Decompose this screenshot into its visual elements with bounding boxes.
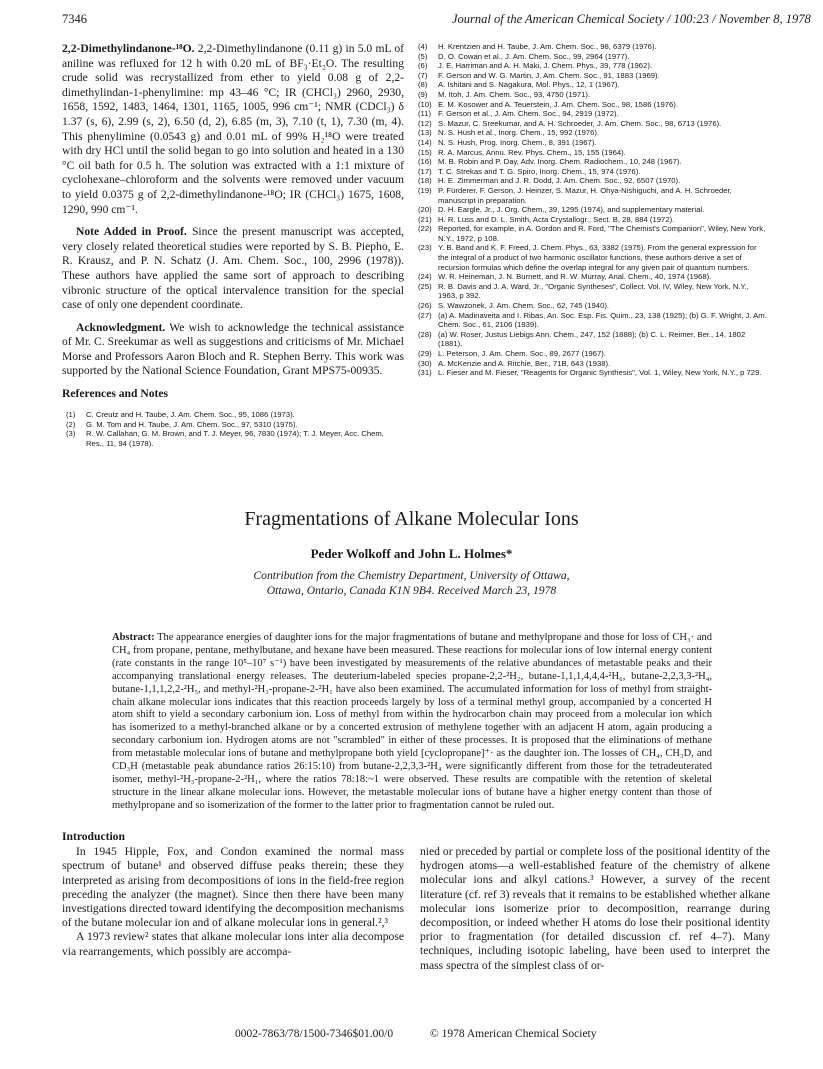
reference-number: (13) [418,128,432,138]
intro-paragraph-1: In 1945 Hipple, Fox, and Condon examined the normal mass spectrum of butane¹ and observed diffuse peaks therein; these they interpreted as arising from decompositions of ions in the field-free region preceding the analyzer (the magnet). Since then there have been many investigations directed toward identifying the decomposition mechanisms of the butane molecular ion and of alkane molecular ions in general.²,³ [62,845,404,930]
reference-item [418,301,768,311]
reference-text: M. B. Robin and P. Day, Adv. Inorg. Chem. Radiochem., 10, 248 (1967). [438,157,682,167]
reference-number: (9) [418,89,428,99]
reference-item [66,410,402,420]
reference-item [418,205,768,215]
reference-text: L. Fieser and M. Fieser, "Reagents for Organic Synthesis", Vol. 1, Wiley, New York, N.Y., p 729. [438,368,762,378]
abstract-label: Abstract: [112,632,155,643]
reference-number: (5) [418,51,428,61]
reference-text: P. Fürderer, F. Gerson, J. Heinzer, S. Mazur, H. Ohya-Nishiguchi, and A. H. Schroeder, manuscript in preparation. [438,185,732,205]
reference-item [418,61,768,71]
reference-text: (a) A. Madinaveita and I. Ribas, An. Soc. Esp. Fis. Quim., 23, 138 (1925); (b) G. F. Wright, J. Am. Chem. Soc., 61, 2106 (1939). [438,310,767,330]
affiliation-line-2: Ottawa, Ontario, Canada K1N 9B4. Received March 23, 1978 [266,584,557,597]
reference-number: (25) [418,281,432,291]
reference-text: Y. B. Band and K. F. Freed, J. Chem. Phys., 63, 3382 (1975). From the general expression for the integral of a product of two harmonic oscillator functions, these authors derive a set of recursion formulas which define the overlap integral for any given pair of quantum numbers. [438,243,757,272]
reference-text: R. W. Callahan, G. M. Brown, and T. J. Meyer, 96, 7830 (1974); T. J. Meyer, Acc. Chem. Res., 11, 94 (1978). [86,429,384,448]
left-column-text [62,42,404,406]
reference-item [418,224,768,243]
note-lead: Note Added in Proof. [76,225,187,239]
reference-text: R. A. Marcus, Annu. Rev. Phys. Chem., 15, 155 (1964). [438,147,626,157]
reference-item [418,100,768,110]
reference-number: (15) [418,147,432,157]
reference-number: (21) [418,214,432,224]
reference-item [418,138,768,148]
abstract-text: The appearance energies of daughter ions for the major fragmentations of butane and methylpropane and those for loss of CH₃· and CH₄ from propane, pentane, methylbutane, and hexane have been measured. These reactions for molecular ions of low internal energy content (rate constants in the range 10⁵–10⁷ s⁻¹) have been investigated by measurements of the relative abundances of metastable peaks and their accompanying translational energy releases. The deuterium-labeled species propane-2,2-²H₂, butane-1,1,1,4,4,4-²H₆, butane-2,2,3,3-²H₄, butane-1,1,1,2,2-²H₅, and methyl-²H₃-propane-2-²H₁ have also been examined. The accumulated information for loss of methyl from straight-chain alkane molecular ions indicates that this reaction proceeds largely by loss of a terminal methyl group, accompanied by a concerted H atom shift to yield a secondary carbonium ion. Loss of methyl from within the hydrocarbon chain may proceed from a molecular ion which has isomerized to a methyl-branched alkane or by a concerted extrusion of methylene together with an adjacent H atom, again producing a secondary carbonium ion. Hydrogen atoms are not "scrambled" in either of these processes. It is proposed that the eliminations of methane from metastable molecular ions of butane and methylpropane both yield [cyclopropane]⁺· as the daughter ion. The losses of CH₄, CH₃D, and CD₃H (metastable peak abundance ratios 26:15:10) from butane-2,2,3,3-²H₄ were significantly different from those for the tetradeuterated isomer, methyl-²H₃-propane-2-²H₁, where the ratios 78:18:~1 were observed. These results are compatible with the retention of skeletal structure in the linear alkane molecular ions. However, the metastable molecular ions of butane have a higher energy content than those of methylpropane and so isomerization of the former to the latter prior to fragmentation cannot be ruled out. [112,632,712,811]
reference-text: (a) W. Roser, Justus Liebigs Ann. Chem., 247, 152 (1888); (b) C. L. Reimer, Ber., 14, 1802 (1881). [438,329,746,349]
references-heading: References and Notes [62,387,169,401]
reference-number: (11) [418,109,432,119]
reference-item [418,42,768,52]
intro-paragraph-3: nied or preceded by partial or complete loss of the positional identity of the hydrogen atoms—a well-established feature of the chemistry of alkene molecular ions and alkyl cations.³ However, a survey of the recent literature (cf. ref 3) reveals that it remains to be established whether alkane molecular ions isomerize prior to decomposition, rearrange during decomposition, or indeed whether H atoms do lose their positional identity prior to fragmentation (for detailed discussion cf. ref 4–7). Many techniques, including isotopic labeling, have been used to interpret the mass spectra of the simplest class of or- [420,845,770,972]
reference-item [418,109,768,119]
reference-text: T. C. Strekas and T. G. Spiro, Inorg. Chem., 15, 974 (1976). [438,166,641,176]
reference-text: R. B. Davis and J. A. Ward, Jr., "Organic Syntheses", Collect. Vol. IV, Wiley, New York, N.Y., 1963, p 392. [438,281,749,301]
references-list-left [66,410,402,448]
article-title: Fragmentations of Alkane Molecular Ions [244,508,579,530]
reference-number: (4) [418,42,428,51]
reference-number: (29) [418,349,432,358]
reference-item [418,157,768,167]
reference-number: (16) [418,157,432,167]
reference-text: D. H. Eargle, Jr., J. Org. Chem., 39, 1295 (1974), and supplementary material. [438,205,705,215]
reference-text: A. McKenzie and A. Ritchie, Ber., 71B, 643 (1938). [438,358,611,368]
reference-text: E. M. Kosower and A. Teuerstein, J. Am. Chem. Soc., 98, 1586 (1976). [438,99,678,109]
reference-text: H. Krentzien and H. Taube, J. Am. Chem. Soc., 98, 6379 (1976). [438,42,657,51]
reference-item [418,186,768,205]
reference-text: S. Mazur, C. Sreekumar, and A. H. Schroeder, J. Am. Chem. Soc., 98, 6713 (1976). [438,118,722,128]
introduction-left-column [62,830,404,959]
reference-number: (3) [66,429,76,439]
reference-item [418,71,768,81]
reference-item [66,420,402,430]
reference-number: (6) [418,61,428,71]
reference-number: (14) [418,137,432,147]
ack-paragraph [62,321,404,379]
reference-item [418,119,768,129]
reference-number: (30) [418,358,432,368]
reference-text: H. R. Luss and D. L. Smith, Acta Crystallogr., Sect. B, 28, 884 (1972). [438,214,675,224]
page-number: 7346 [62,12,87,26]
reference-number: (28) [418,329,432,339]
reference-text: W. R. Heineman, J. N. Burnett, and R. W. Murray, Anal. Chem., 40, 1974 (1968). [438,272,712,282]
journal-header: Journal of the American Chemical Society / 100:23 / November 8, 1978 [452,12,811,26]
article-authors: Peder Wolkoff and John L. Holmes* [310,546,513,561]
affiliation-line-1: Contribution from the Chemistry Department, University of Ottawa, [253,569,570,582]
reference-item [418,368,768,378]
note-paragraph [62,225,404,313]
reference-item [418,52,768,62]
reference-item [418,90,768,100]
reference-number: (27) [418,310,432,320]
ack-lead: Acknowledgment. [76,320,166,334]
reference-text: Reported, for example, in A. Gordon and R. Ford, "The Chemist's Companion", Wiley, New York, N.Y., 1972, p 108. [438,224,766,243]
reference-number: (17) [418,166,432,176]
reference-number: (12) [418,118,432,128]
article-affiliation [0,568,823,598]
reference-text: C. Creutz and H. Taube, J. Am. Chem. Soc., 95, 1086 (1973). [86,410,295,419]
introduction-right-column [420,845,770,973]
reference-text: F. Gerson et al., J. Am. Chem. Soc., 94, 2919 (1972). [438,109,619,119]
synthesis-paragraph [62,42,404,217]
reference-item [418,330,768,349]
reference-text: L. Peterson, J. Am. Chem. Soc., 89, 2677 (1967). [438,349,606,358]
reference-item [418,282,768,301]
reference-text: M. Itoh, J. Am. Chem. Soc., 93, 4750 (1971). [438,89,591,99]
reference-item [418,215,768,225]
reference-number: (24) [418,272,432,282]
reference-item [418,128,768,138]
reference-item [418,80,768,90]
reference-item [418,359,768,369]
reference-number: (10) [418,99,432,109]
reference-text: A. Ishitani and S. Nagakura, Mol. Phys., 12, 1 (1967). [438,80,620,90]
references-list-right [418,42,768,378]
reference-number: (2) [66,419,76,429]
reference-text: N. S. Hush, Prog. Inorg. Chem., 8, 391 (1967). [438,137,597,147]
reference-item [418,243,768,272]
reference-number: (22) [418,224,432,234]
reference-number: (1) [66,410,76,419]
reference-number: (31) [418,368,432,378]
reference-text: N. S. Hush et al., Inorg. Chem., 15, 992 (1976). [438,128,600,138]
ack-text: We wish to acknowledge the technical assistance of Mr. C. Sreekumar as well as suggestions and criticisms of Mr. Michael Morse and Professors Aaron Bloch and R. Stephen Berry. This work was supported by the National Science Foundation, Grant MPS75-00935. [62,320,404,378]
reference-item [418,148,768,158]
reference-text: S. Wawzonek, J. Am. Chem. Soc., 62, 745 (1940). [438,301,610,311]
intro-paragraph-2: A 1973 review² states that alkane molecular ions inter alia decompose via rearrangements, which possibly are accompa- [62,930,404,958]
reference-text: H. E. Zimmerman and J. R. Dodd, J. Am. Chem. Soc., 92, 6507 (1970). [438,176,681,186]
reference-text: J. E. Harriman and A. H. Maki, J. Chem. Phys., 39, 778 (1962). [438,61,653,71]
abstract [112,632,712,813]
reference-item [418,272,768,282]
reference-item [418,176,768,186]
reference-number: (8) [418,80,428,90]
introduction-heading: Introduction [62,830,125,843]
reference-number: (18) [418,176,432,186]
synthesis-text: 2,2-Dimethylindanone (0.11 g) in 5.0 mL of aniline was refluxed for 12 h with 0.20 mL of BF₃·Et₂O. The resulting crude solid was recrystallized from ether to yield 0.08 g of 2,2-dimethylindan-1-phenylimine: mp 43–46 °C; IR (CHCl₃) 2960, 2930, 1658, 1592, 1483, 1464, 1301, 1165, 1005, 996 cm⁻¹; NMR (CDCl₃) δ 1.37 (s, 6), 2.99 (s, 2), 6.50 (d, 2), 6.85 (m, 3), 7.10 (t, 1), 7.30 (m, 4). This phenylimine (0.0543 g) and 0.01 mL of 99% H₂¹⁸O were treated with dry HCl until the solid began to go into solution and heated in a 130 °C oil bath for 0.5 h. The solution was extracted with a 1:1 mixture of cyclohexane–chloroform and the solvents were removed under vacuum to yield 0.0375 g of 2,2-dimethylindanone-¹⁸O; IR (CHCl₃) 1675, 1608, 1290, 990 cm⁻¹. [62,42,405,216]
reference-text: D. O. Cowan et al., J. Am. Chem. Soc., 99, 2964 (1977). [438,51,630,61]
synthesis-lead: 2,2-Dimethylindanone-¹⁸O. [62,42,195,55]
reference-text: G. M. Tom and H. Taube, J. Am. Chem. Soc., 97, 5310 (1975). [86,419,298,429]
reference-text: F. Gerson and W. G. Martin, J. Am. Chem. Soc., 91, 1883 (1969). [438,70,660,80]
reference-number: (7) [418,70,428,80]
reference-item [418,167,768,177]
reference-item [418,349,768,359]
footer-code: 0002-7863/78/1500-7346$01.00/0 [235,1028,394,1040]
reference-number: (20) [418,205,432,215]
footer-copyright: © 1978 American Chemical Society [430,1028,597,1040]
reference-number: (19) [418,185,432,195]
reference-item [66,429,402,448]
reference-number: (23) [418,243,432,253]
note-text: Since the present manuscript was accepted, very closely related theoretical studies were reported by S. B. Piepho, E. R. Krausz, and P. N. Schatz (J. Am. Chem. Soc., 100, 2996 (1978)). These authors have applied the same sort of approach to describing vibronic structure of the optical intervalence transition for the special case of only one dependent coordinate. [62,225,404,312]
reference-item [418,311,768,330]
reference-number: (26) [418,301,432,311]
